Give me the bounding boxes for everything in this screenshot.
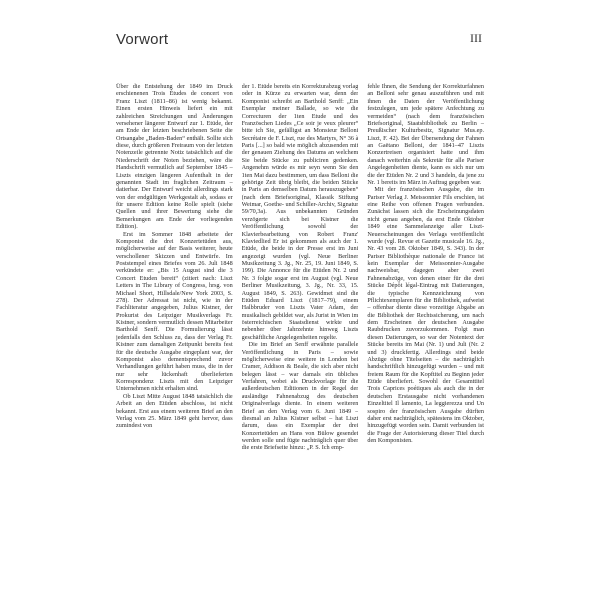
- paragraph: der 1. Etüde bereits ein Korrekturabzug vorlag oder in Kürze zu erwarten war, denn der Komponist schreibt an Barthold Senff: „Ein Exemplar meiner Ballade, so wie die Correcturen der 1ten Etude und des Französchen Liedes „Ce soir je veux pleurer“ bitte ich Sie, gefälligst an Monsieur Belloni Secrétaire de F. Liszt, rue des Martyrs, N° 36 à Paris [...] so bald wie möglich abzusenden mit der genauen Ziehung des Datums an welchem Sie beide Stücke zu publiciren gedenken. Angenehm würde es mir seyn wenn Sie den 1ten Mai dazu bestimmen, um dass Belloni die gehörige Zeit übrig bleibt, die beiden Stücke in Paris an demselben Datum herauszugeben“ (nach dem Briefsoriginal, Klassik Stiftung Weimar, Goethe- und Schiller-Archiv, Signatur 59/70,3a). Aus unbekannten Gründen verzögerte sich bei Kistner die Veröffentlichung sowohl der Klavierbearbeitung von Robert Franz' Klaviedlied Er ist gekommen als auch der 1. Etüde, die beide in der Presse erst im Juni angezeigt wurden (vgl. Neue Berliner Musikzeitung 3. Jg., Nr. 25, 19. Juni 1849, S. 199). Die Annonce für die Etüden Nr. 2 und Nr. 3 folgte sogar erst im August (vgl. Neue Berliner Musikzeitung, 3. Jg., Nr. 33, 15. August 1849, S. 263). Gewidmet sind die Etüden Eduard Liszt (1817–79), einem Halbbruder von Liszts Vater Adam, der musikalisch gebildet war, als Jurist in Wien im österreichischen Staatsdienst wirkte und nebenher über Jahrzehnte hinweg Liszts geschäftliche Angelegenheiten regelte.: [241, 83, 359, 341]
- page-number: III: [470, 31, 482, 45]
- paragraph: Die im Brief an Senff erwähnte parallele Veröffentlichung in Paris – sowie möglicherweise eine weitere in London bei Cramer, Addison & Beale, die sich aber nicht belegen lässt – war damals ein übliches Verfahren, wobei als Druckvorlage für die außerdeutschen Editionen in der Regel der ausländige Fahnenabzug des deutschen Originalverlags diente. In einem weiteren Brief an den Verlag vom 6. Juni 1849 – diesmal an Julius Kistner selbst – hat Liszt darum, dass ein Exemplar der drei Konzertetüden an Hans von Bülow gesendet werden solle und fügte nachträglich quer über die erste Briefseite hinzu: „P. S. Ich emp-: [241, 341, 359, 452]
- text-columns: [116, 83, 484, 593]
- page-title: Vorwort: [116, 31, 169, 48]
- text-column-3: [367, 83, 484, 593]
- paragraph: fehle Ihnen, die Sendung der Korrekturfahnen an Belloni sehr genau auszuführen und mit ihnen die Daten der Veröffentlichung festzulegen, um jede spätere Anfechtung zu vermeiden“ (nach dem französischen Briefsoriginal, Staatsbibliothek zu Berlin – Preußischer Kulturbesitz, Signatur Mus.ep. Liszt, F. 42). Bei der Übersendung der Fahnen an Gaëtano Belloni, der 1841–47 Liszts Konzertreisen organisiert hatte und ihm danach weiterhin als Sekretär für alle Pariser Angelegenheiten diente, kann es sich nur um die der Etüden Nr. 2 und 3 handeln, da jene zu Nr. 1 bereits im März in Auftrag gegeben war.: [367, 83, 485, 186]
- paragraph: Ob Liszt Mitte August 1848 tatsächlich die Arbeit an den Etüden abschloss, ist nicht bekannt. Erst aus einem weiteren Brief an den Verlag vom 25. März 1849 geht hervor, dass zumindest von: [116, 392, 233, 430]
- paragraph: Erst im Sommer 1848 arbeitete der Komponist die drei Konzertetüden aus, möglicherweise auf der Basis weiterer, heute verschollener Skizzen und Entwürfe. Im Poststempel eines Briefes vom 26. Juli 1848 verkündete er: „Bis 15 August sind die 3 Concert Etuden bereit“ (zitiert nach: Liszt Letters in The Library of Congress, hrsg. von Michael Short, Hillsdale/New York 2003, S. 278). Der Adressat ist nicht, wie in der Fachliteratur angegeben, Julius Kistner, der Prokurist des Leipziger Musikverlags Fr. Kistner, sondern vermutlich dessen Mitarbeiter Barthold Senff. Die Formulierung lässt jedenfalls den Schluss zu, dass der Verlag Fr. Kistner zum damaligen Zeitpunkt bereits fest für die deutsche Ausgabe eingeplant war, der Komponist also dementsprechend zuvor Verhandlungen geführt haben muss, die in der nur sehr lückenhaft überlieferten Korrespondenz Liszts mit den Leipziger Unternehmen nicht erhalten sind.: [116, 230, 233, 393]
- text-column-2: [242, 83, 359, 593]
- text-column-1: [116, 83, 233, 593]
- paragraph: Mit der französischen Ausgabe, die im Pariser Verlag J. Meissonnier Fils erschien, ist eine Reihe von offenen Fragen verbunden. Zunächst lassen sich die Erscheinungsdaten nicht genau angeben, da erst Ende Oktober 1849 eine Sammelanzeige aller Liszt-Neuerscheinungen des Verlags veröffentlicht wurde (vgl. Revue et Gazette musicale 16. Jg., Nr. 43 vom 28. Oktober 1849, S. 343). In der Pariser Bibliothèque nationale de France ist kein Exemplar der Meissonnier-Ausgabe nachweisbar, dagegen aber zwei Fahnenabzüge, von denen einer für die drei Stücke Dépôt légal-Eintrag mit Datierungen, die typische Kennzeichnung von Pflichtexemplaren für die Bibliothek, aufweist – offenbar diente diese vorzeitige Abgabe an die Bibliothek der Rechtssicherung, um nach dem Erscheinen der deutschen Ausgabe Raubdrucken zuvorzukommen. Folgt man diesen Datierungen, so war der Notentext der Stücke bereits im Mai (Nr. 1) und Juli (Nr. 2 und 3) druckfertig. Allerdings sind beide Abzüge ohne Titelseiten – die nachträglich handschriftlich hinzugefügt wurden – und mit freiem Raum für die Kopftitel zu Beginn jeder Etüde überliefert. Sowohl der Gesamttitel Trois Caprices poétiques als auch die in der deutschen Erstausgabe nicht vorhandenen Einzeltitel Il lamento, La leggierezza und Un sospiro der französischen Ausgabe dürften daher erst nachträglich, spätestens im Oktober, hinzugefügt worden sein. Damit verbunden ist die Frage der Autorisierung dieser Titel durch den Komponisten.: [367, 186, 485, 444]
- paragraph: Über die Entstehung der 1849 im Druck erschienenen Trois Études de concert von Franz Liszt (1811–86) ist wenig bekannt. Einen ersten Hinweis liefert ein mit zahlreichen Streichungen und Änderungen versehener längerer Entwurf zur 1. Etüde, der am Ende der letzten beschriebenen Seite die Ortsangabe „Baden-Baden“ enthält. Sollte sich diese, durch größeren Freiraum von der letzten Notenzeile getrennte Notiz tatsächlich auf die Niederschrift der Noten beziehen, wäre die Handschrift vermutlich auf September 1845 – Liszts einzigen längeren Aufenthalt in der genannten Stadt im fraglichen Zeitraum – datierbar. Der Entwurf weicht allerdings stark von der endgültigen Werkgestalt ab, sodass er für unsere Edition keine Rolle spielt (siehe Quellen und ihrer Bewertung siehe die Bemerkungen am Ende der vorliegenden Edition).: [116, 83, 233, 231]
